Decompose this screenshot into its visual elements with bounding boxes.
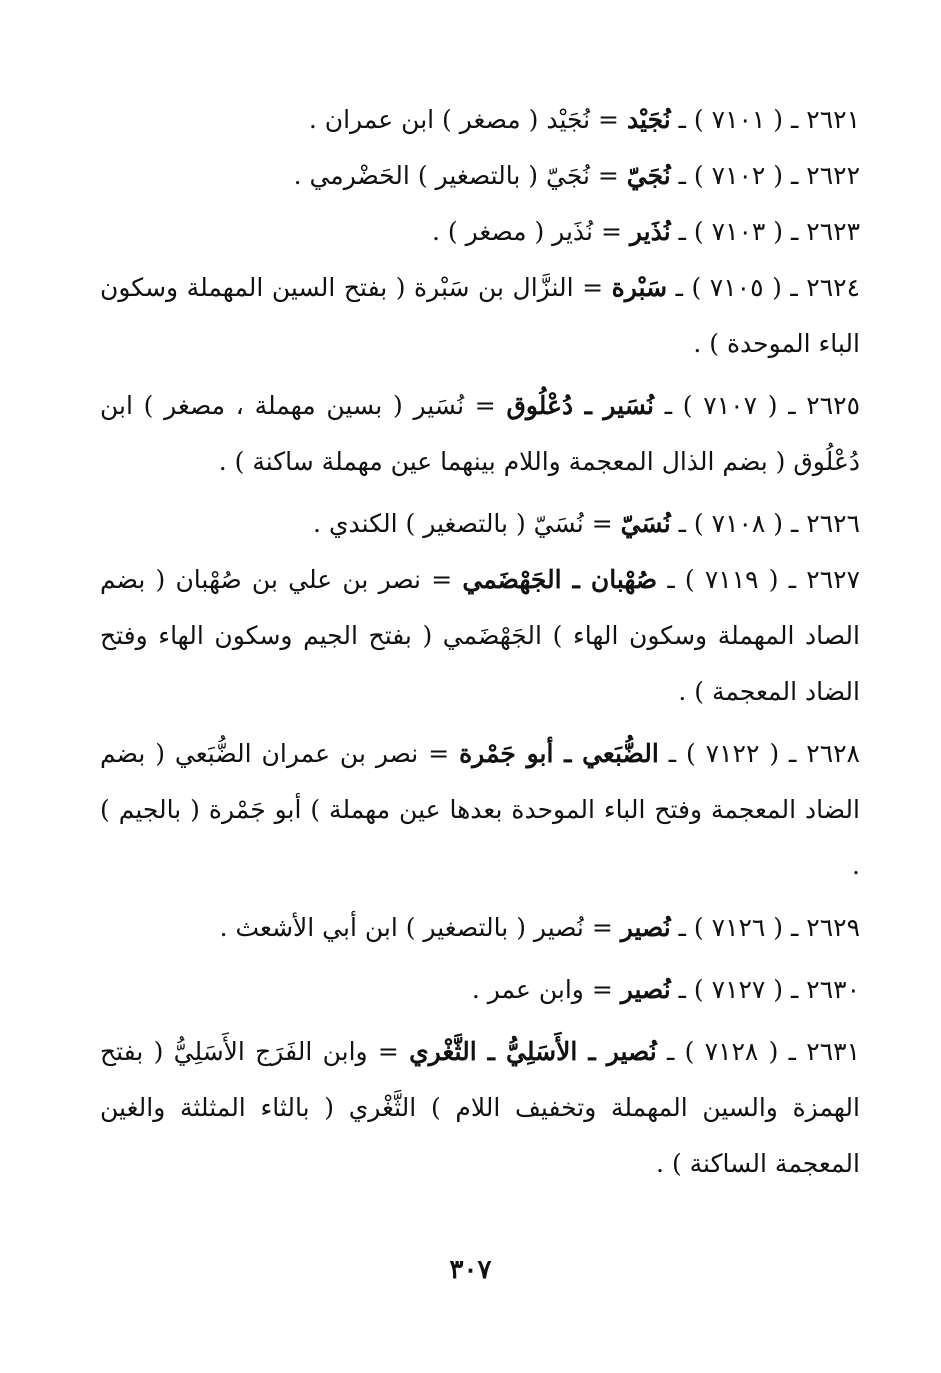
entry-name: نُصير [620, 975, 671, 1004]
entry-text: = نُذَير ( مصغر ) . [432, 217, 630, 246]
entry-text: = نُسَير ( بسين مهملة ، مصغر ) ابن دُعْلُوق ( بضم الذال المعجمة واللام بينهما عين مهملة ساكنة ) . [100, 391, 860, 476]
entry-name: نُسَيّ [620, 509, 671, 538]
entry-number: ٢٦٢٤ ـ ( ٧١٠٥ ) ـ [675, 273, 860, 302]
entry-number: ٢٦٢٩ ـ ( ٧١٢٦ ) ـ [678, 913, 860, 942]
entry-number: ٢٦٢١ ـ ( ٧١٠١ ) ـ [678, 105, 860, 134]
entry-text: = وابن الفَرَج الأَسَلِيُّ ( بفتح الهمزة والسين المهملة وتخفيف اللام ) الثَّغْري ( بالثاء المثلثة والغين المعجمة الساكنة ) . [100, 1037, 860, 1178]
entry-2628 [100, 726, 860, 894]
entry-2631 [100, 1024, 860, 1192]
entry-text: = نصر بن علي بن صُهْبان ( بضم الصاد المهملة وسكون الهاء ) الجَهْضَمي ( بفتح الجيم وسكون الهاء وفتح الضاد المعجمة ) . [100, 565, 860, 706]
entry-2622 [100, 148, 860, 204]
entry-2629 [100, 900, 860, 956]
entry-name: صُهْبان ـ الجَهْضَمي [462, 565, 658, 594]
entry-number: ٢٦٢٢ ـ ( ٧١٠٢ ) ـ [678, 161, 860, 190]
entry-text: = نُصير ( بالتصغير ) ابن أبي الأشعث . [219, 913, 621, 942]
entry-name: نُذَير [629, 217, 671, 246]
entry-number: ٢٦٢٣ ـ ( ٧١٠٣ ) ـ [678, 217, 860, 246]
entry-2623 [100, 204, 860, 260]
entries-list [100, 92, 860, 1192]
entry-name: الضُّبَعي ـ أبو جَمْرة [459, 739, 659, 768]
entry-number: ٢٦٢٧ ـ ( ٧١١٩ ) ـ [667, 565, 861, 594]
entry-2627 [100, 552, 860, 720]
entry-text: = نصر بن عمران الضُّبَعي ( بضم الضاد المعجمة وفتح الباء الموحدة بعدها عين مهملة ) أبو جَمْرة ( بالجيم ) . [100, 739, 860, 880]
entry-2624 [100, 260, 860, 372]
entry-name: نُصير ـ الأَسَلِيُّ ـ الثَّغْري [409, 1037, 657, 1066]
entry-2625 [100, 378, 860, 490]
entry-2630 [100, 962, 860, 1018]
entry-text: = نُسَيّ ( بالتصغير ) الكندي . [313, 509, 621, 538]
entry-number: ٢٦٣٠ ـ ( ٧١٢٧ ) ـ [678, 975, 860, 1004]
entry-name: نُصير [620, 913, 671, 942]
entry-number: ٢٦٢٥ ـ ( ٧١٠٧ ) ـ [664, 391, 860, 420]
entry-text: = نُجَيْد ( مصغر ) ابن عمران . [308, 105, 627, 134]
entry-name: سَبْرة [611, 273, 668, 302]
entry-text: = وابن عمر . [471, 975, 621, 1004]
entry-2626 [100, 496, 860, 552]
entry-text: = نُجَيّ ( بالتصغير ) الحَضْرمي . [293, 161, 627, 190]
entry-number: ٢٦٢٦ ـ ( ٧١٠٨ ) ـ [678, 509, 860, 538]
entry-name: نُجَيّ [626, 161, 671, 190]
page-number: ٣٠٧ [449, 1255, 492, 1285]
entry-number: ٢٦٢٨ ـ ( ٧١٢٢ ) ـ [668, 739, 860, 768]
entry-text: = النزَّال بن سَبْرة ( بفتح السين المهملة وسكون الباء الموحدة ) . [100, 273, 860, 358]
entry-name: نُجَيْد [626, 105, 671, 134]
entry-name: نُسَير ـ دُعْلُوق [506, 391, 654, 420]
entry-2621 [100, 92, 860, 148]
entry-number: ٢٦٣١ ـ ( ٧١٢٨ ) ـ [666, 1037, 861, 1066]
